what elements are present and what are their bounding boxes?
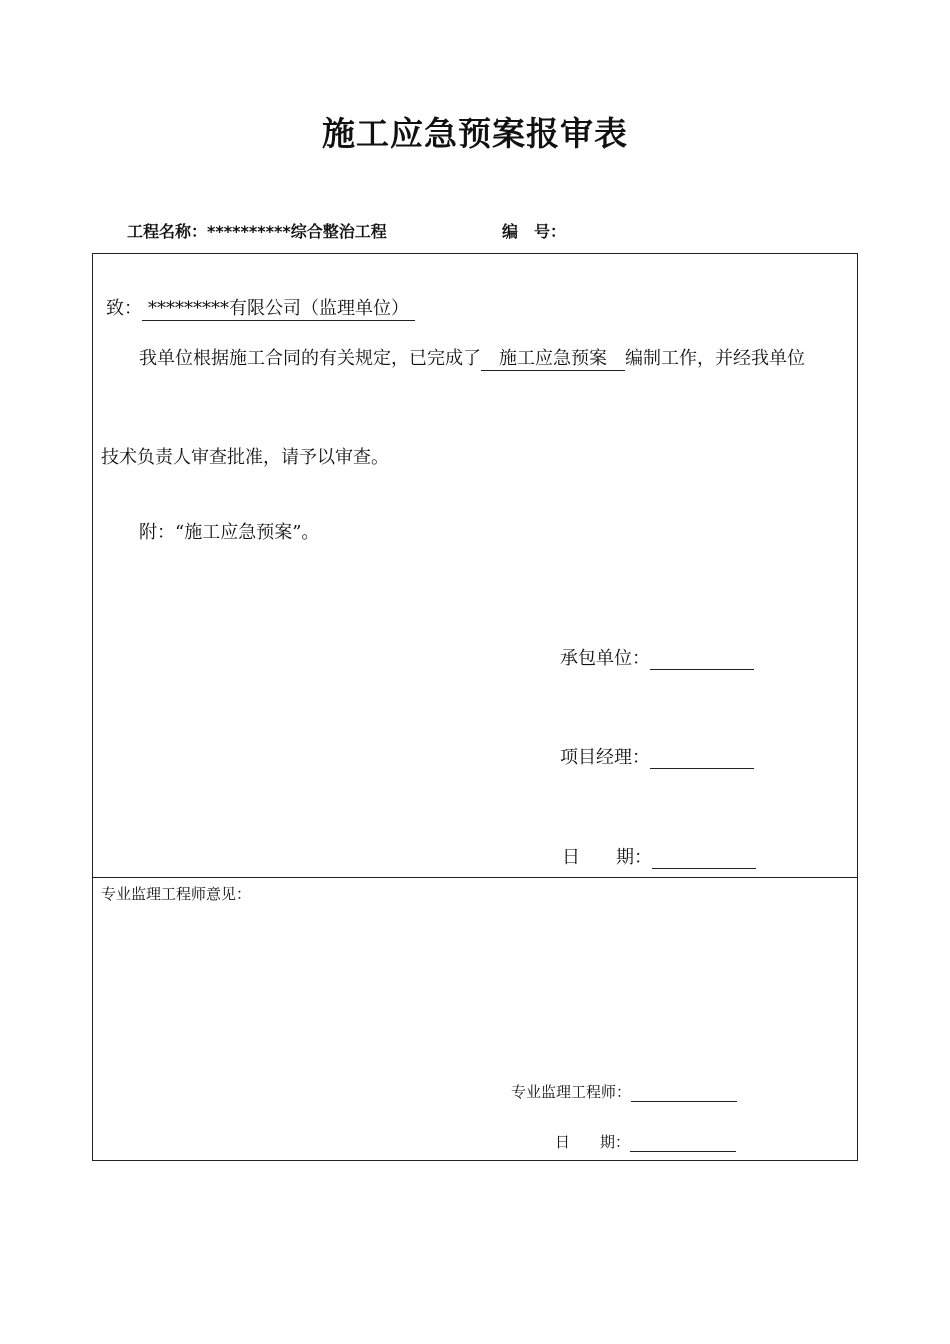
attachment-line: 附：“施工应急预案”。 xyxy=(139,522,320,543)
form-title: 施工应急预案报审表 xyxy=(322,114,628,153)
project-label: 工程名称： xyxy=(127,222,208,241)
contractor-date-blank xyxy=(652,850,756,869)
to-label: 致： xyxy=(106,298,142,319)
contractor-date-label: 日 期： xyxy=(562,847,652,868)
contractor-row xyxy=(560,644,754,670)
engineer-date-label: 日 期： xyxy=(555,1133,631,1151)
project-name: **********综合整治工程 xyxy=(207,222,387,241)
form-number-label: 编 号： xyxy=(502,222,567,241)
contractor-signature-blank xyxy=(650,651,754,670)
contractor-label: 承包单位： xyxy=(560,648,650,669)
manager-label: 项目经理： xyxy=(560,747,650,768)
engineer-label: 专业监理工程师： xyxy=(511,1083,632,1101)
body-line-2: 技术负责人审查批准，请予以审查。 xyxy=(101,447,389,468)
manager-row xyxy=(560,743,754,769)
engineer-row xyxy=(511,1081,737,1102)
body-line-1-suffix: 编制工作，并经我单位 xyxy=(625,348,805,369)
section-divider xyxy=(92,877,858,878)
addressee-row xyxy=(106,294,415,321)
manager-signature-blank xyxy=(650,750,754,769)
contractor-date-row xyxy=(562,843,756,869)
engineer-date-row xyxy=(555,1131,736,1152)
body-line-1 xyxy=(139,344,805,371)
engineer-date-blank xyxy=(630,1135,736,1152)
plan-name-blank: 施工应急预案 xyxy=(481,348,625,371)
addressee-value: *********有限公司（监理单位） xyxy=(142,298,415,321)
form-table xyxy=(92,253,858,1161)
engineer-signature-blank xyxy=(631,1085,737,1102)
body-line-1-prefix: 我单位根据施工合同的有关规定，已完成了 xyxy=(139,348,481,369)
project-name-row xyxy=(127,219,387,242)
opinion-heading: 专业监理工程师意见： xyxy=(101,885,252,903)
